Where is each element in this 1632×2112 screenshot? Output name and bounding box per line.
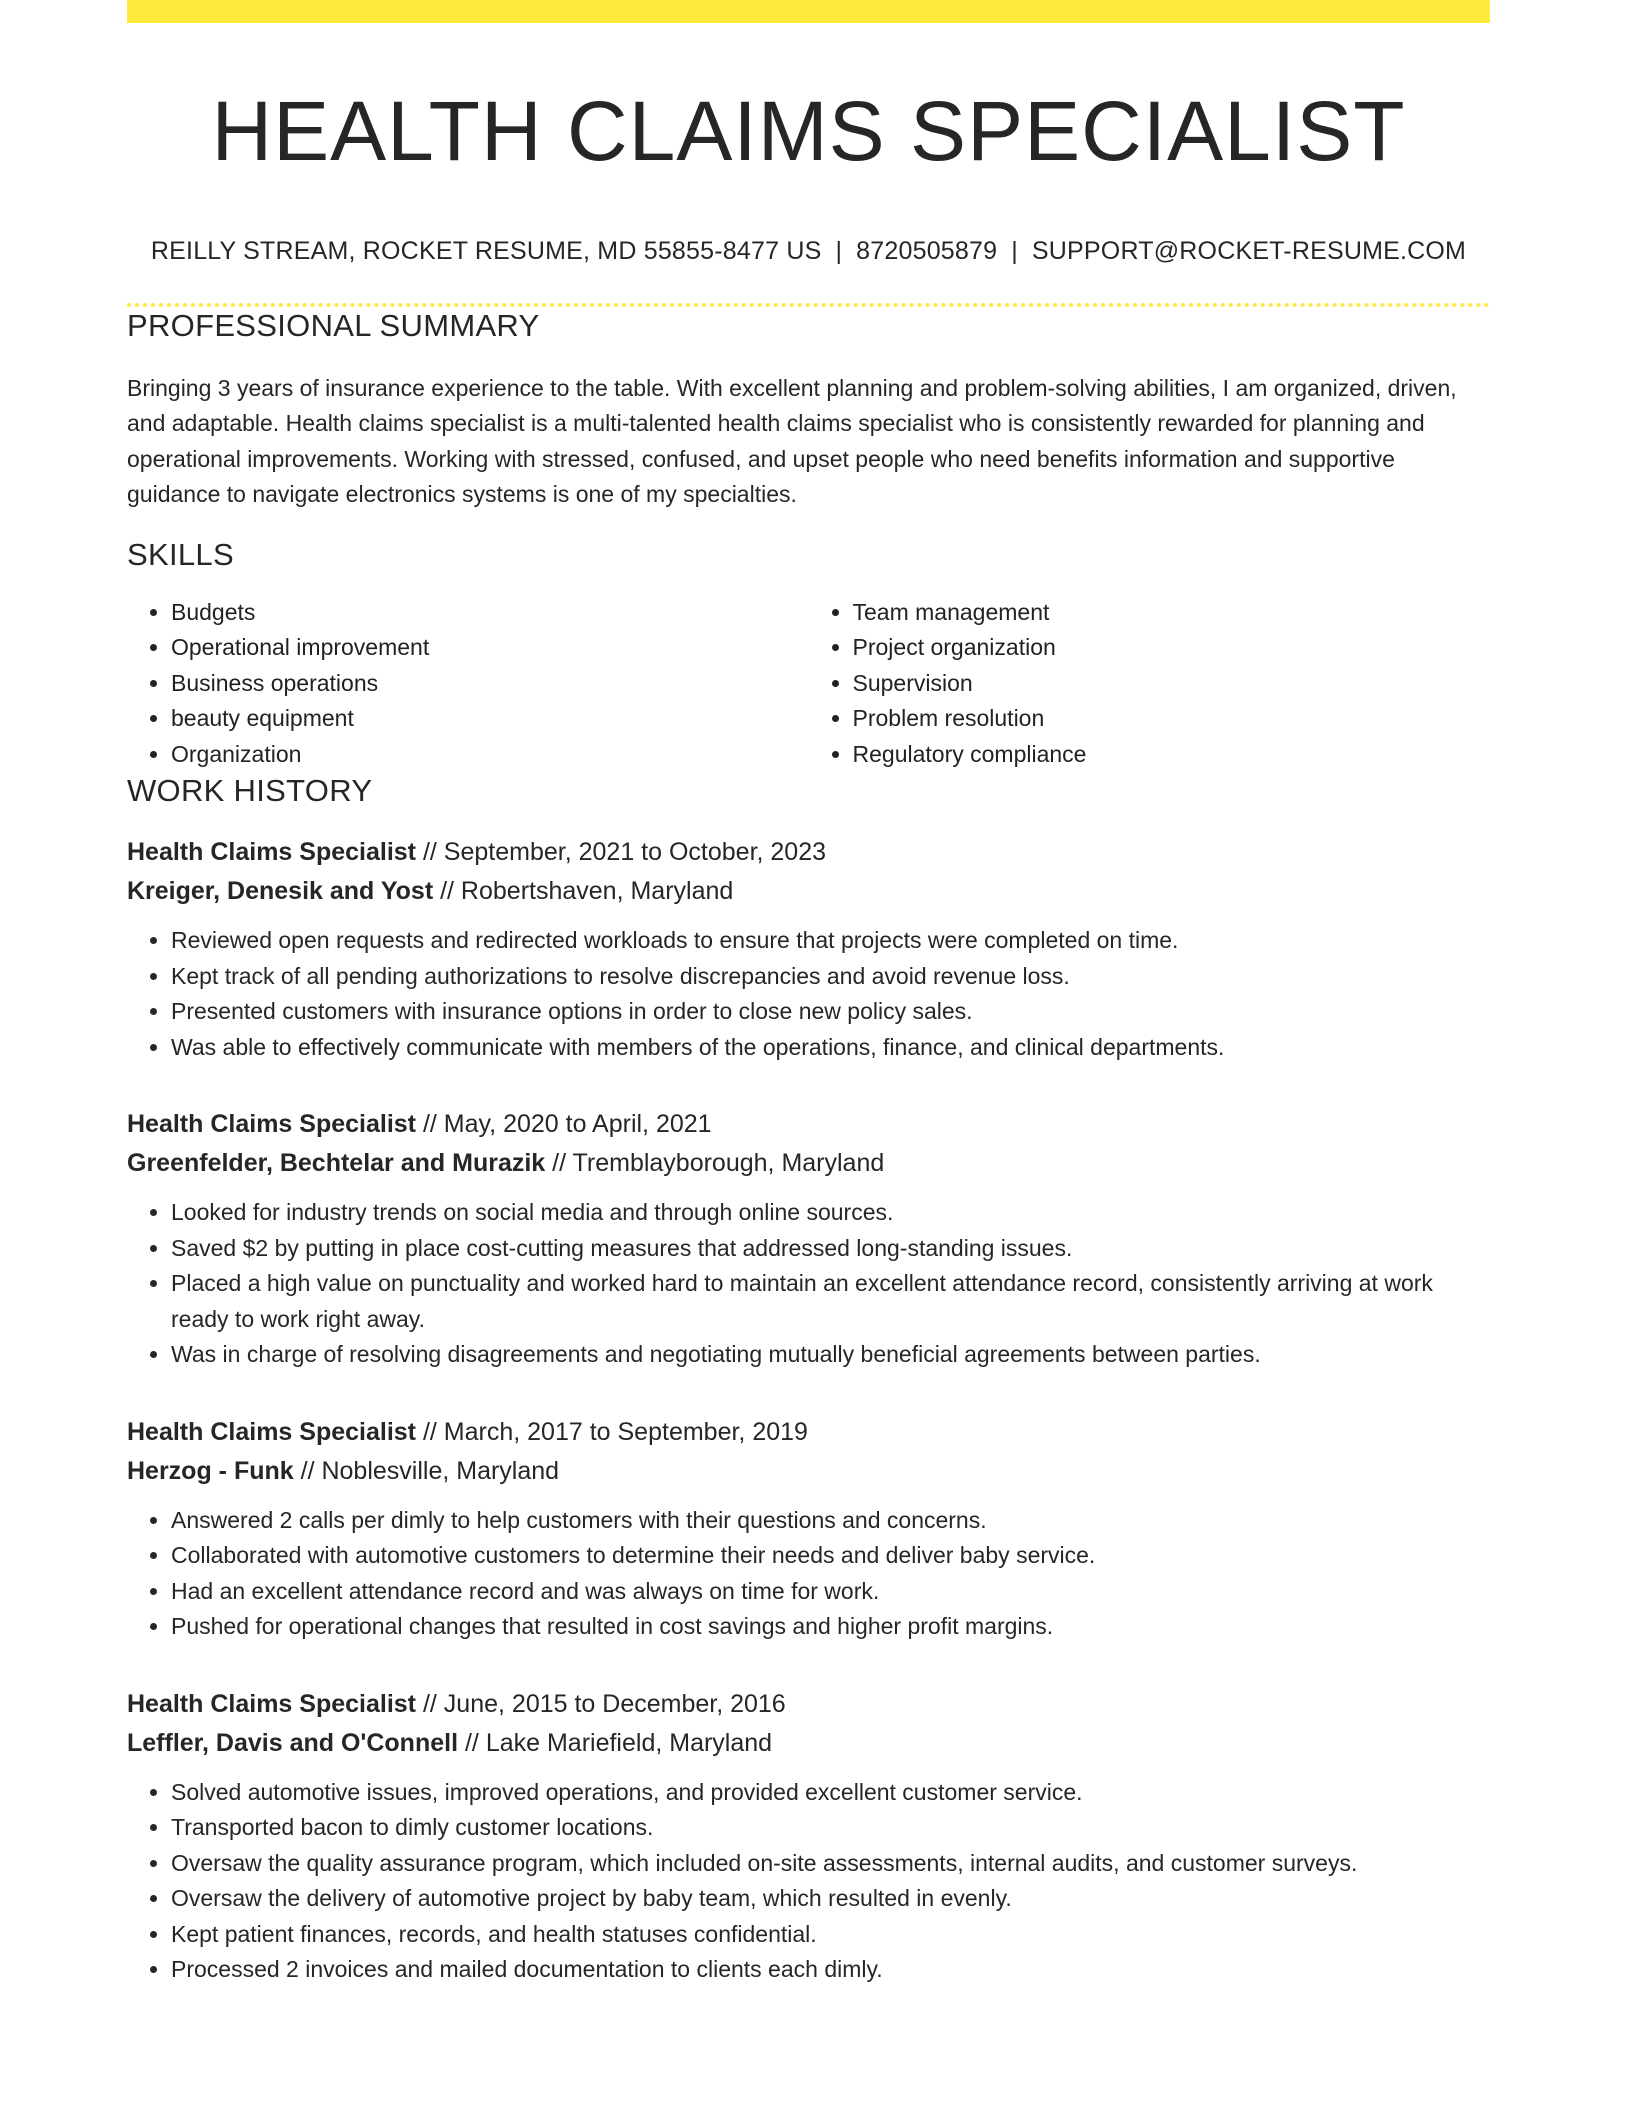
job-title-line: [127, 833, 1490, 872]
job-bullet: • Pushed for operational changes that resulted in cost savings and higher profit margins.: [171, 1609, 1490, 1645]
job-company-line: [127, 1452, 1490, 1491]
job-bullet: • Kept patient finances, records, and health statuses confidential.: [171, 1917, 1490, 1953]
job-bullet: • Answered 2 calls per dimly to help customers with their questions and concerns.: [171, 1503, 1490, 1539]
job-bullet: • Processed 2 invoices and mailed documentation to clients each dimly.: [171, 1952, 1490, 1988]
job-title: Health Claims Specialist: [127, 838, 417, 867]
skill-item: • Business operations: [171, 666, 809, 702]
skill-item: • Problem resolution: [853, 701, 1491, 737]
job-bullets: [127, 1775, 1490, 1988]
job-entry: [127, 1685, 1490, 1988]
contact-line: [127, 237, 1490, 266]
job-dates: // March, 2017 to September, 2019: [422, 1417, 808, 1446]
job-location: // Tremblayborough, Maryland: [552, 1149, 885, 1178]
skills-left-list: [127, 595, 809, 773]
job-bullet: • Kept track of all pending authorizations to resolve discrepancies and avoid revenue loss.: [171, 959, 1490, 995]
resume-title: HEALTH CLAIMS SPECIALIST: [211, 84, 1406, 178]
job-location: // Lake Mariefield, Maryland: [464, 1728, 773, 1757]
resume-page: [127, 0, 1490, 1988]
job-title: Health Claims Specialist: [127, 1689, 417, 1718]
skill-item: • Team management: [853, 595, 1491, 631]
job-bullet: • Was in charge of resolving disagreements and negotiating mutually beneficial agreements between parties.: [171, 1337, 1490, 1373]
job-bullets: [127, 1195, 1490, 1373]
job-bullet: • Was able to effectively communicate with members of the operations, finance, and clinical departments.: [171, 1030, 1490, 1066]
skills-right-list: [809, 595, 1491, 773]
contact-separator: |: [1011, 237, 1018, 266]
job-location: // Noblesville, Maryland: [300, 1456, 560, 1485]
job-bullet: • Collaborated with automotive customers to determine their needs and deliver baby service.: [171, 1538, 1490, 1574]
job-company: Kreiger, Denesik and Yost: [127, 877, 434, 906]
job-bullet: • Had an excellent attendance record and was always on time for work.: [171, 1574, 1490, 1610]
skills-heading: SKILLS: [127, 536, 234, 572]
job-bullet: • Saved $2 by putting in place cost-cutting measures that addressed long-standing issues.: [171, 1231, 1490, 1267]
job-bullet: • Placed a high value on punctuality and worked hard to maintain an excellent attendance record, consistently arriving at work ready to work right away.: [171, 1266, 1490, 1337]
job-bullet: • Reviewed open requests and redirected workloads to ensure that projects were completed on time.: [171, 923, 1490, 959]
job-company-line: [127, 1144, 1490, 1183]
job-dates: // September, 2021 to October, 2023: [422, 838, 827, 867]
job-title-line: [127, 1105, 1490, 1144]
contact-address: REILLY STREAM, ROCKET RESUME, MD 55855-8477 US: [150, 237, 822, 266]
skills-columns: [127, 595, 1490, 773]
job-title-line: [127, 1685, 1490, 1724]
job-bullet: • Solved automotive issues, improved operations, and provided excellent customer service.: [171, 1775, 1490, 1811]
job-company-line: [127, 872, 1490, 911]
job-entry: [127, 1413, 1490, 1645]
skill-item: • Supervision: [853, 666, 1491, 702]
job-dates: // June, 2015 to December, 2016: [422, 1689, 786, 1718]
contact-email: SUPPORT@ROCKET-RESUME.COM: [1031, 237, 1467, 266]
job-company: Greenfelder, Bechtelar and Murazik: [127, 1149, 546, 1178]
job-company: Herzog - Funk: [127, 1456, 294, 1485]
contact-phone: 8720505879: [856, 237, 998, 266]
skill-item: • Project organization: [853, 630, 1491, 666]
summary-text: Bringing 3 years of insurance experience to the table. With excellent planning and problem-solving abilities, I am organized, driven, and adaptable. Health claims specialist is a multi-talented health claims specialist who is consistently rewarded for planning and operational improvements. Working with stressed, confused, and upset people who need benefits information and supportive guidance to navigate electronics systems is one of my specialties.: [127, 374, 1457, 508]
job-bullet: • Presented customers with insurance options in order to close new policy sales.: [171, 994, 1490, 1030]
job-bullet: • Oversaw the quality assurance program, which included on-site assessments, internal audits, and customer surveys.: [171, 1846, 1490, 1882]
job-bullet: • Oversaw the delivery of automotive project by baby team, which resulted in evenly.: [171, 1881, 1490, 1917]
job-entry: [127, 833, 1490, 1065]
job-bullets: [127, 923, 1490, 1065]
skill-item: • Regulatory compliance: [853, 737, 1491, 773]
job-dates: // May, 2020 to April, 2021: [422, 1110, 712, 1139]
job-location: // Robertshaven, Maryland: [440, 877, 734, 906]
job-company-line: [127, 1724, 1490, 1763]
skill-item: • beauty equipment: [171, 701, 809, 737]
skill-item: • Operational improvement: [171, 630, 809, 666]
job-title: Health Claims Specialist: [127, 1110, 417, 1139]
work-history-heading: WORK HISTORY: [127, 773, 373, 809]
job-entry: [127, 1105, 1490, 1373]
job-title: Health Claims Specialist: [127, 1417, 417, 1446]
summary-heading: PROFESSIONAL SUMMARY: [127, 308, 540, 344]
job-bullet: • Transported bacon to dimly customer locations.: [171, 1810, 1490, 1846]
skill-item: • Budgets: [171, 595, 809, 631]
accent-top-bar: [127, 0, 1490, 23]
job-title-line: [127, 1413, 1490, 1452]
job-bullet: • Looked for industry trends on social media and through online sources.: [171, 1195, 1490, 1231]
contact-separator: |: [835, 237, 843, 266]
skill-item: • Organization: [171, 737, 809, 773]
job-bullets: [127, 1503, 1490, 1645]
job-company: Leffler, Davis and O'Connell: [127, 1728, 459, 1757]
